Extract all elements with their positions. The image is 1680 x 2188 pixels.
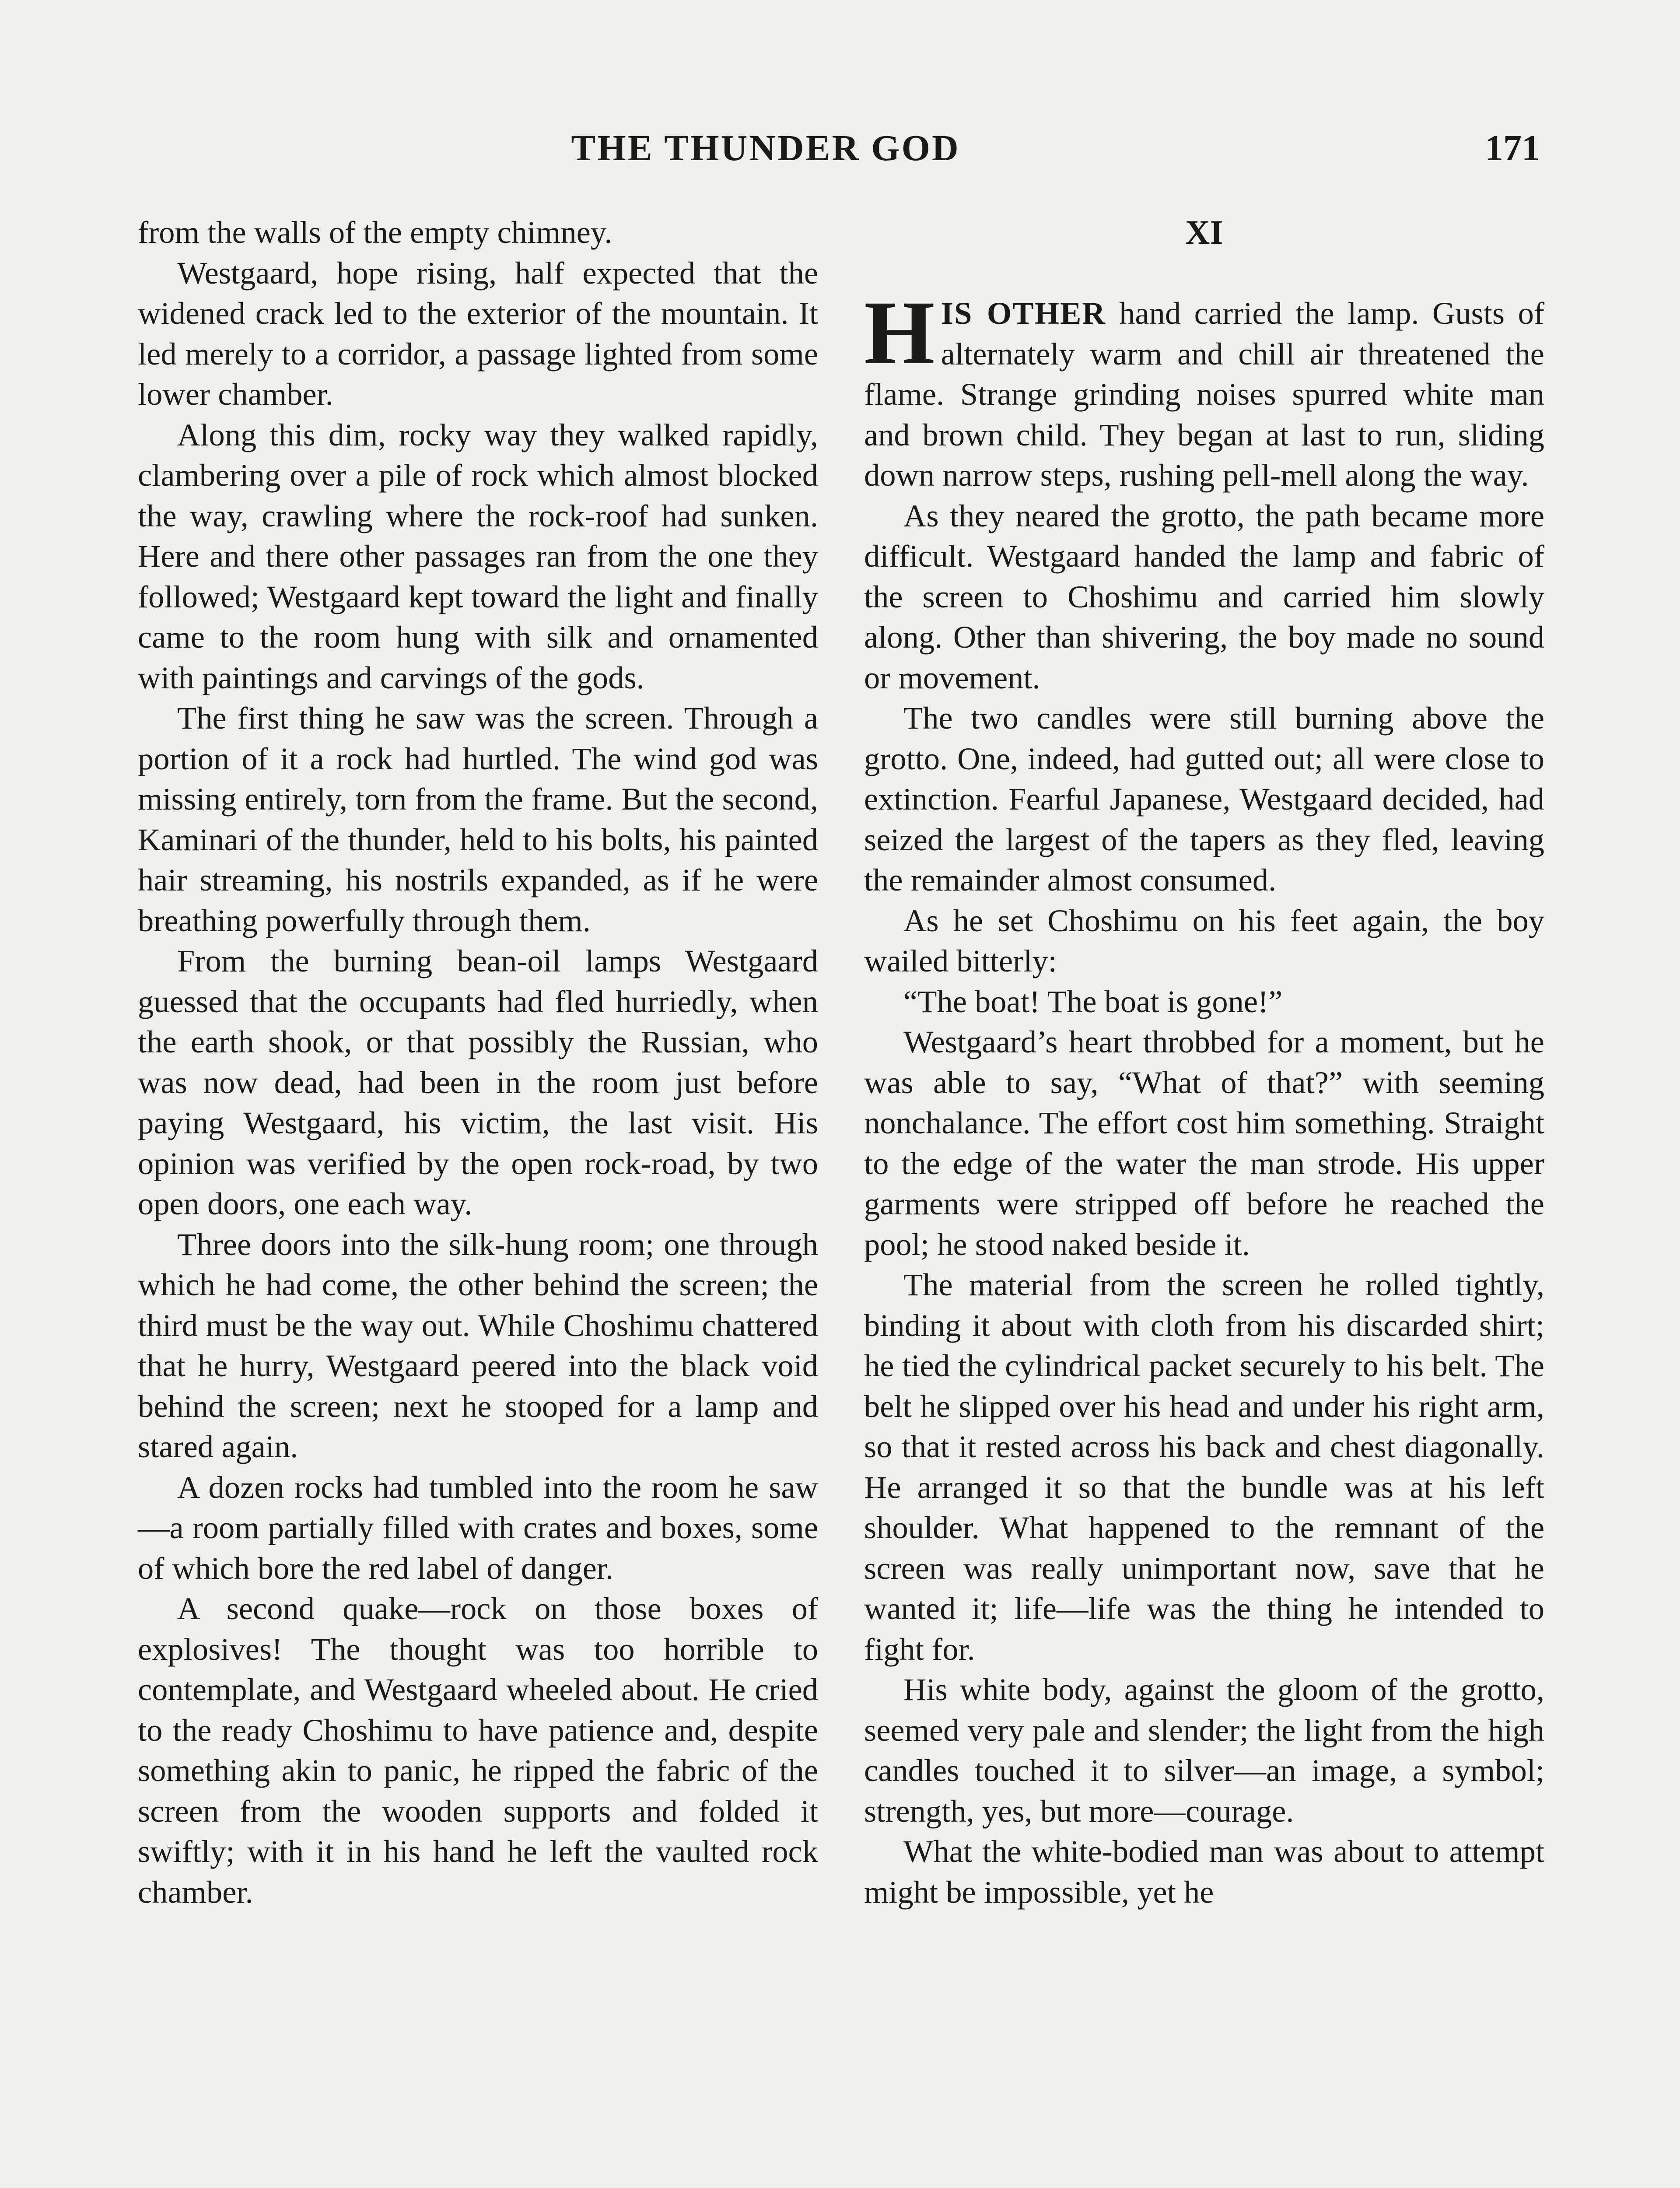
chapter-number: XI xyxy=(1185,213,1223,251)
paragraph: Westgaard’s heart throbbed for a moment, but he was able to say, “What of that?” with seeming nonchalance. The effort cost him something. Straight to the edge of the water the man strode. His upper garments were stripped off before he reached the pool; he stood naked beside it. xyxy=(864,1024,1544,1262)
paragraph: A dozen rocks had tumbled into the room he saw—a room partially filled with crates and boxes, some of which bore the red label of danger. xyxy=(138,1469,818,1586)
opening-smallcaps: IS OTHER xyxy=(941,295,1106,331)
drop-cap: H xyxy=(864,282,935,383)
opening-text: hand carried the lamp. Gusts of alternately warm and chill air threatened the flame. Strange grinding noises spurred white man and brown child. They began at last to run, sliding down narrow steps, rushing pell-mell along the way. xyxy=(864,295,1544,493)
paragraph: From the burning bean-oil lamps Westgaard guessed that the occupants had fled hurriedly, when the earth shook, or that possibly the Russian, who was now dead, had been in the room just before paying Westgaard, his victim, the last visit. His opinion was verified by the open rock-road, by two open doors, one each way. xyxy=(138,943,818,1221)
paragraph: His white body, against the gloom of the grotto, seemed very pale and slender; the light from the high candles touched it to silver—an image, a symbol; strength, yes, but more—courage. xyxy=(864,1672,1544,1829)
paragraph: What the white-bodied man was about to attempt might be impossible, yet he xyxy=(864,1834,1544,1910)
paragraph: Westgaard, hope rising, half expected that the widened crack led to the exterior of the mountain. It led merely to a corridor, a passage lighted from some lower chamber. xyxy=(138,255,818,412)
paragraph: from the walls of the empty chimney. xyxy=(138,214,612,250)
page-number: 171 xyxy=(1485,128,1540,168)
paragraph: As he set Choshimu on his feet again, the boy wailed bitterly: xyxy=(864,902,1544,978)
left-column xyxy=(138,212,818,1912)
paragraph: The two candles were still burning above the grotto. One, indeed, had gutted out; all were close to extinction. Fearful Japanese, Westgaard decided, had seized the largest of the tapers as they fled, leaving the remainder almost consumed. xyxy=(864,700,1544,898)
paragraph: The first thing he saw was the screen. Through a portion of it a rock had hurtled. The wind god was missing entirely, torn from the frame. But the second, Kaminari of the thunder, held to his bolts, his painted hair streaming, his nostrils expanded, as if he were breathing powerfully through them. xyxy=(138,700,818,938)
paragraph: “The boat! The boat is gone!” xyxy=(903,983,1283,1019)
paragraph: As they neared the grotto, the path became more difficult. Westgaard handed the lamp and fabric of the screen to Choshimu and carried him slowly along. Other than shivering, the boy made no sound or movement. xyxy=(864,498,1544,695)
paragraph: A second quake—rock on those boxes of explosives! The thought was too horrible to contemplate, and Westgaard wheeled about. He cried to the ready Choshimu to have patience and, despite something akin to panic, he ripped the fabric of the screen from the wooden supports and folded it swiftly; with it in his hand he left the vaulted rock chamber. xyxy=(138,1591,818,1910)
running-title: THE THUNDER GOD xyxy=(571,128,960,168)
paragraph: Along this dim, rocky way they walked rapidly, clambering over a pile of rock which almost blocked the way, crawling where the rock-roof had sunken. Here and there other passages ran from the one they followed; Westgaard kept toward the light and finally came to the room hung with silk and ornamented with paintings and carvings of the gods. xyxy=(138,417,818,695)
chapter-opening-paragraph xyxy=(864,282,1544,496)
right-column xyxy=(864,212,1544,1912)
paragraph: The material from the screen he rolled tightly, binding it about with cloth from his discarded shirt; he tied the cylindrical packet securely to his belt. The belt he slipped over his head and under his right arm, so that it rested across his back and chest diagonally. He arranged it so that the bundle was at his left shoulder. What happened to the remnant of the screen was really unimportant now, save that he wanted it; life—life was the thing he intended to fight for. xyxy=(864,1267,1544,1667)
paragraph: Three doors into the silk-hung room; one through which he had come, the other behind the screen; the third must be the way out. While Choshimu chattered that he hurry, Westgaard peered into the black void behind the screen; next he stooped for a lamp and stared again. xyxy=(138,1226,818,1464)
